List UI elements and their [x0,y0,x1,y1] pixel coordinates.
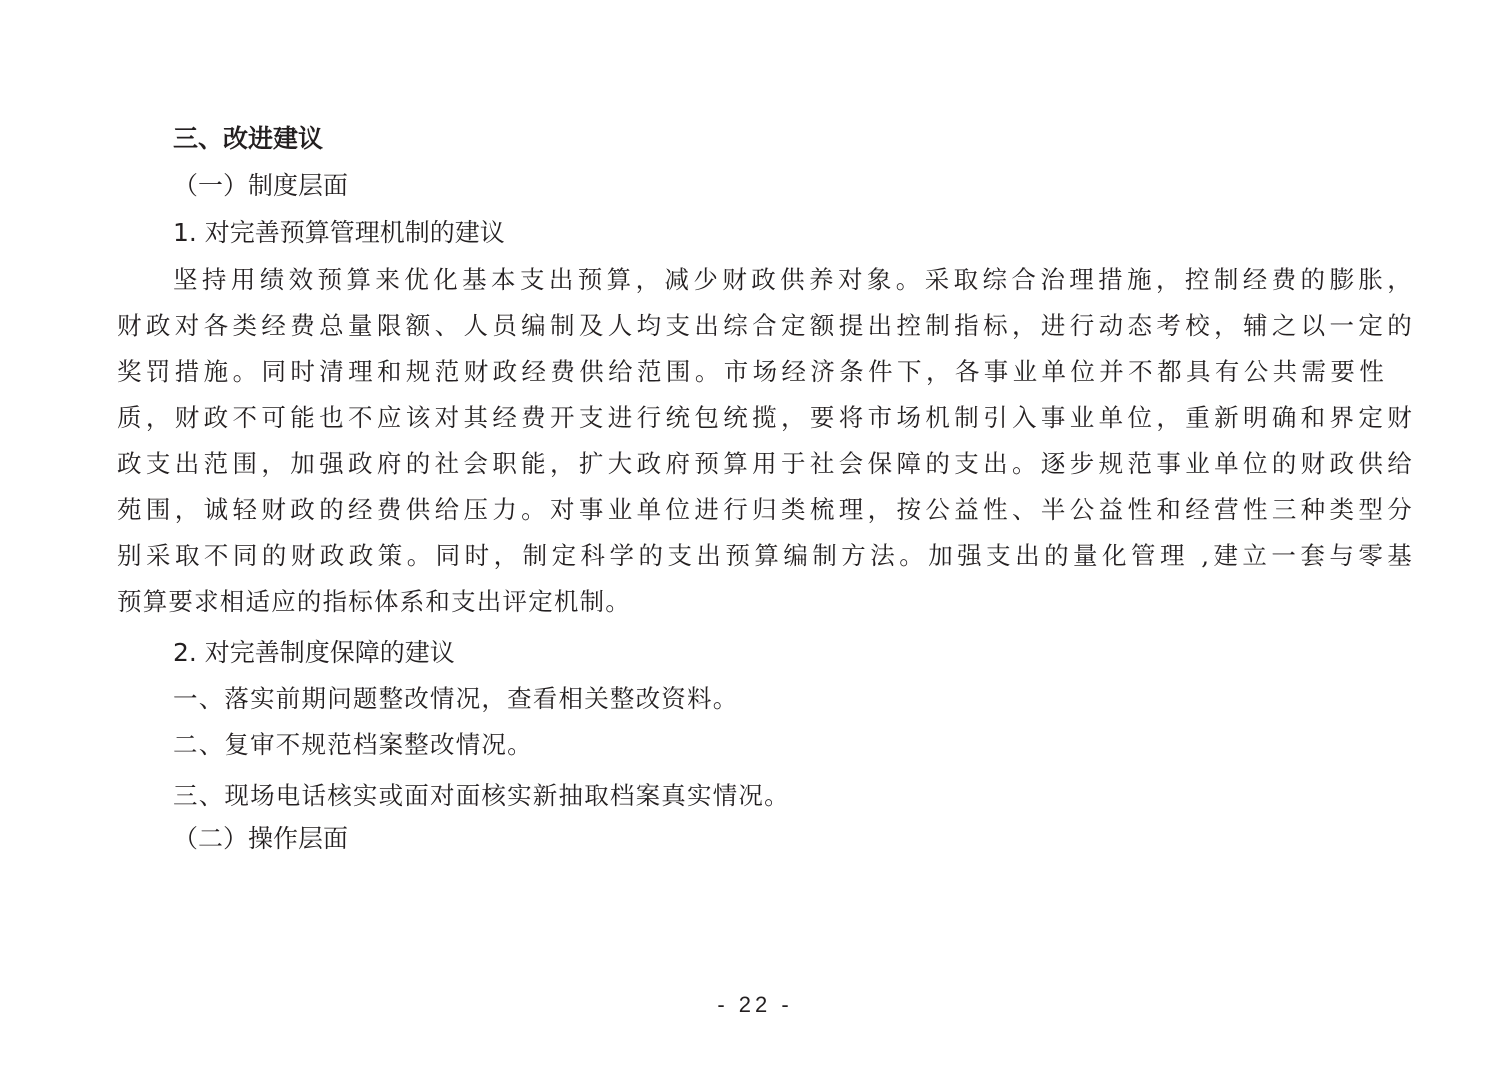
paragraph-line: 财政对各类经费总量限额、人员编制及人均支出综合定额提出控制指标，进行动态考校，辅之以一定的 [117,311,1413,340]
paragraph-line: 苑围，诚轻财政的经费供给压力。对事业单位进行归类梳理，按公益性、半公益性和经营性三种类型分 [117,495,1413,524]
paragraph-line: 奖罚措施。同时清理和规范财政经费供给范围。市场经济条件下，各事业单位并不都具有公共需要性 [117,357,1385,386]
item-title-budget-mechanism: 1. 对完善预算管理机制的建议 [173,218,505,247]
item-title-institutional-guarantee: 2. 对完善制度保障的建议 [173,638,455,667]
list-item: 二、复审不规范档案整改情况。 [173,730,533,759]
paragraph-line: 别采取不同的财政政策。同时，制定科学的支出预算编制方法。加强支出的量化管理 ,建立一套与零基 [117,541,1413,570]
section-title: 三、改进建议 [173,124,324,153]
paragraph-line: 政支出范围，加强政府的社会职能，扩大政府预算用于社会保障的支出。逐步规范事业单位的财政供给 [117,449,1413,478]
page-number: - 22 - [717,992,793,1017]
list-item: 一、落实前期问题整改情况，查看相关整改资料。 [173,684,739,713]
subsection-title-institutional: （一）制度层面 [173,171,349,200]
list-item: 三、现场电话核实或面对面核实新抽取档案真实情况。 [173,781,790,810]
subsection-title-operational: （二）操作层面 [173,824,349,853]
paragraph-line: 预算要求相适应的指标体系和支出评定机制。 [117,587,631,616]
paragraph-line: 质，财政不可能也不应该对其经费开支进行统包统揽，要将市场机制引入事业单位，重新明确和界定财 [117,403,1413,432]
paragraph-line: 坚持用绩效预算来优化基本支出预算，减少财政供养对象。采取综合治理措施，控制经费的膨胀， [173,265,1413,294]
